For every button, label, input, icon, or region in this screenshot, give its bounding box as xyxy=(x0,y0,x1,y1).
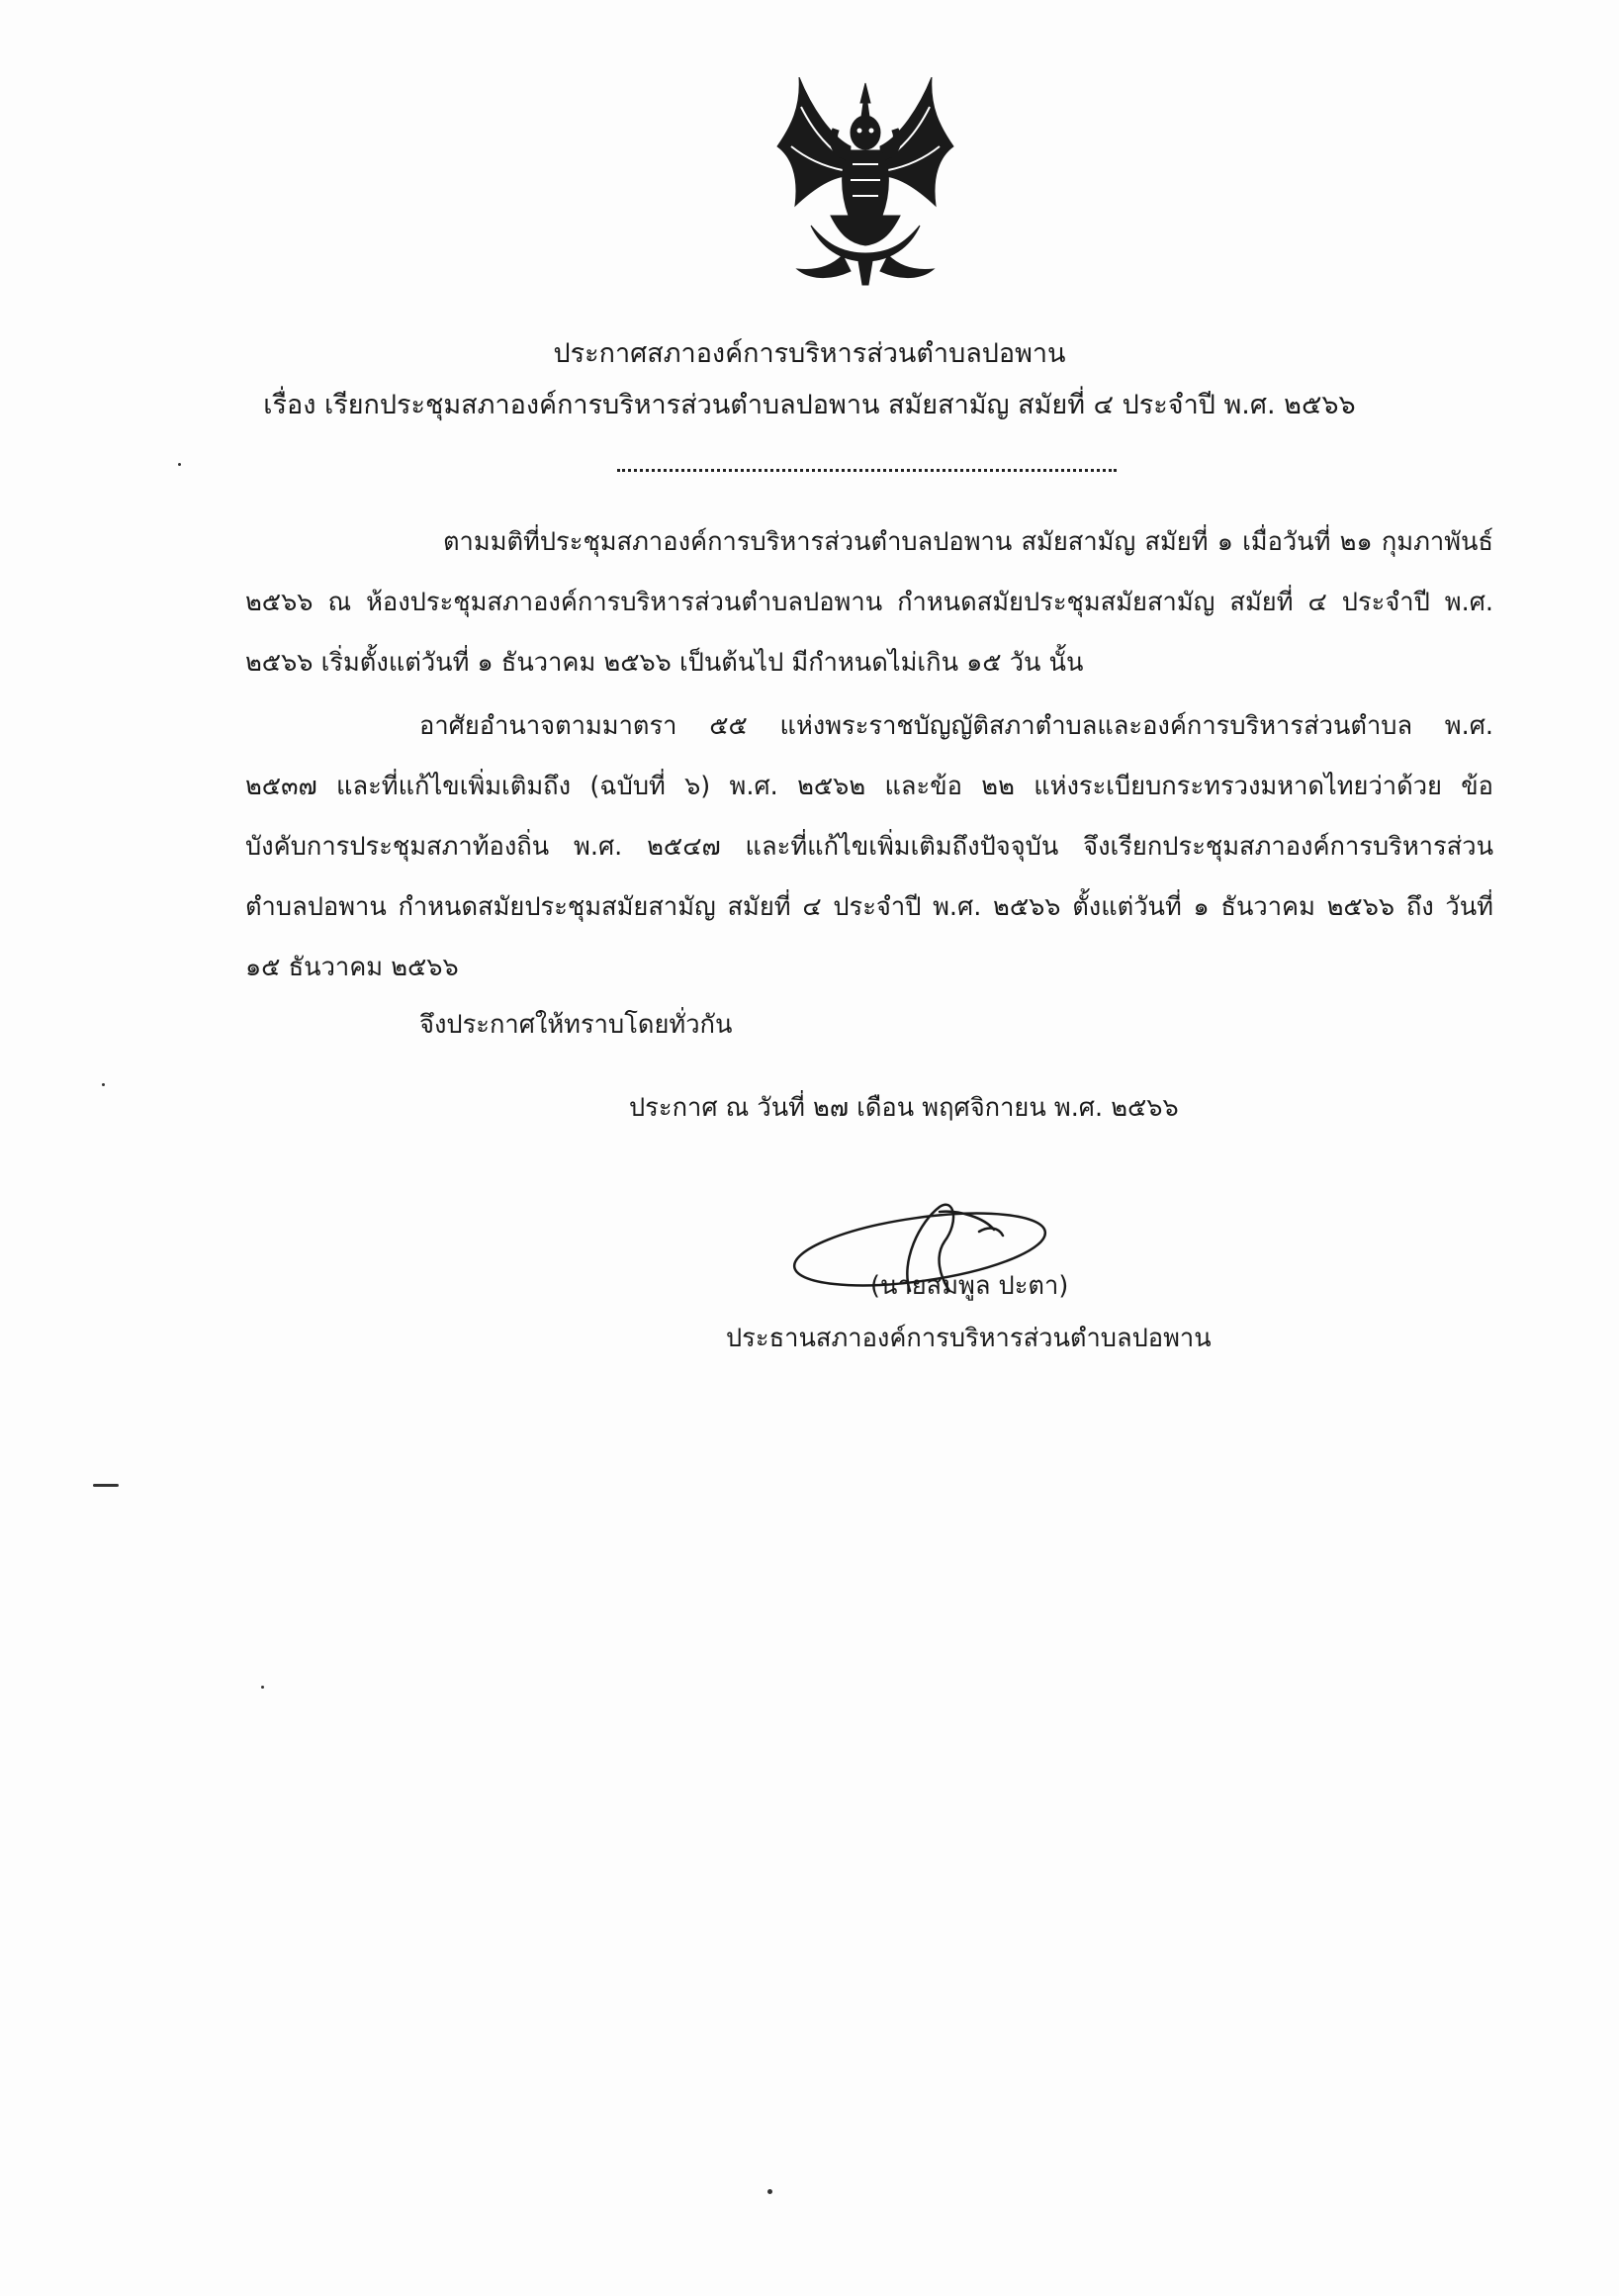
garuda-emblem-icon xyxy=(771,77,959,290)
document-subject: เรื่อง เรียกประชุมสภาองค์การบริหารส่วนตำบลปอพาน สมัยสามัญ สมัยที่ ๔ ประจำปี พ.ศ. ๒๕๖๖ xyxy=(263,390,1356,420)
scan-speck xyxy=(93,1484,119,1487)
signer-name: (นายสมพูล ปะตา) xyxy=(870,1271,1069,1301)
scan-speck xyxy=(767,2189,772,2194)
scan-speck xyxy=(102,1083,105,1086)
scan-speck xyxy=(261,1686,264,1689)
paragraph-1: ตามมติที่ประชุมสภาองค์การบริหารส่วนตำบลปอพาน สมัยสามัญ สมัยที่ ๑ เมื่อวันที่ ๒๑ กุมภาพันธ์ ๒๕๖๖ ณ ห้องประชุมสภาองค์การบริหารส่วนตำบลปอพาน กำหนดสมัยประชุมสมัยสามัญ สมัยที่ ๔ ประจำปี พ.ศ. ๒๕๖๖ เริ่มตั้งแต่วันที่ ๑ ธันวาคม ๒๕๖๖ เป็นต้นไป มีกำหนดไม่เกิน ๑๕ วัน นั้น xyxy=(245,527,1493,678)
signer-position: ประธานสภาองค์การบริหารส่วนตำบลปอพาน xyxy=(726,1324,1212,1353)
announcement-date: ประกาศ ณ วันที่ ๒๗ เดือน พฤศจิกายน พ.ศ. ๒๕๖๖ xyxy=(629,1093,1179,1123)
closing-statement: จึงประกาศให้ทราบโดยทั่วกัน xyxy=(419,1010,733,1040)
dotted-divider xyxy=(617,469,1117,472)
scan-speck xyxy=(178,463,181,466)
paragraph-2: อาศัยอำนาจตามมาตรา ๕๕ แห่งพระราชบัญญัติสภาตำบลและองค์การบริหารส่วนตำบล พ.ศ. ๒๕๓๗ และที่แก้ไขเพิ่มเติมถึง (ฉบับที่ ๖) พ.ศ. ๒๕๖๒ และข้อ ๒๒ แห่งระเบียบกระทรวงมหาดไทยว่าด้วย ข้อบังคับการประชุมสภาท้องถิ่น พ.ศ. ๒๕๔๗ และที่แก้ไขเพิ่มเติมถึงปัจจุบัน จึงเรียกประชุมสภาองค์การบริหารส่วน ตำบลปอพาน กำหนดสมัยประชุมสมัยสามัญ สมัยที่ ๔ ประจำปี พ.ศ. ๒๕๖๖ ตั้งแต่วันที่ ๑ ธันวาคม ๒๕๖๖ ถึง วันที่ ๑๕ ธันวาคม ๒๕๖๖ xyxy=(245,711,1493,982)
page-title: ประกาศสภาองค์การบริหารส่วนตำบลปอพาน xyxy=(553,338,1066,369)
